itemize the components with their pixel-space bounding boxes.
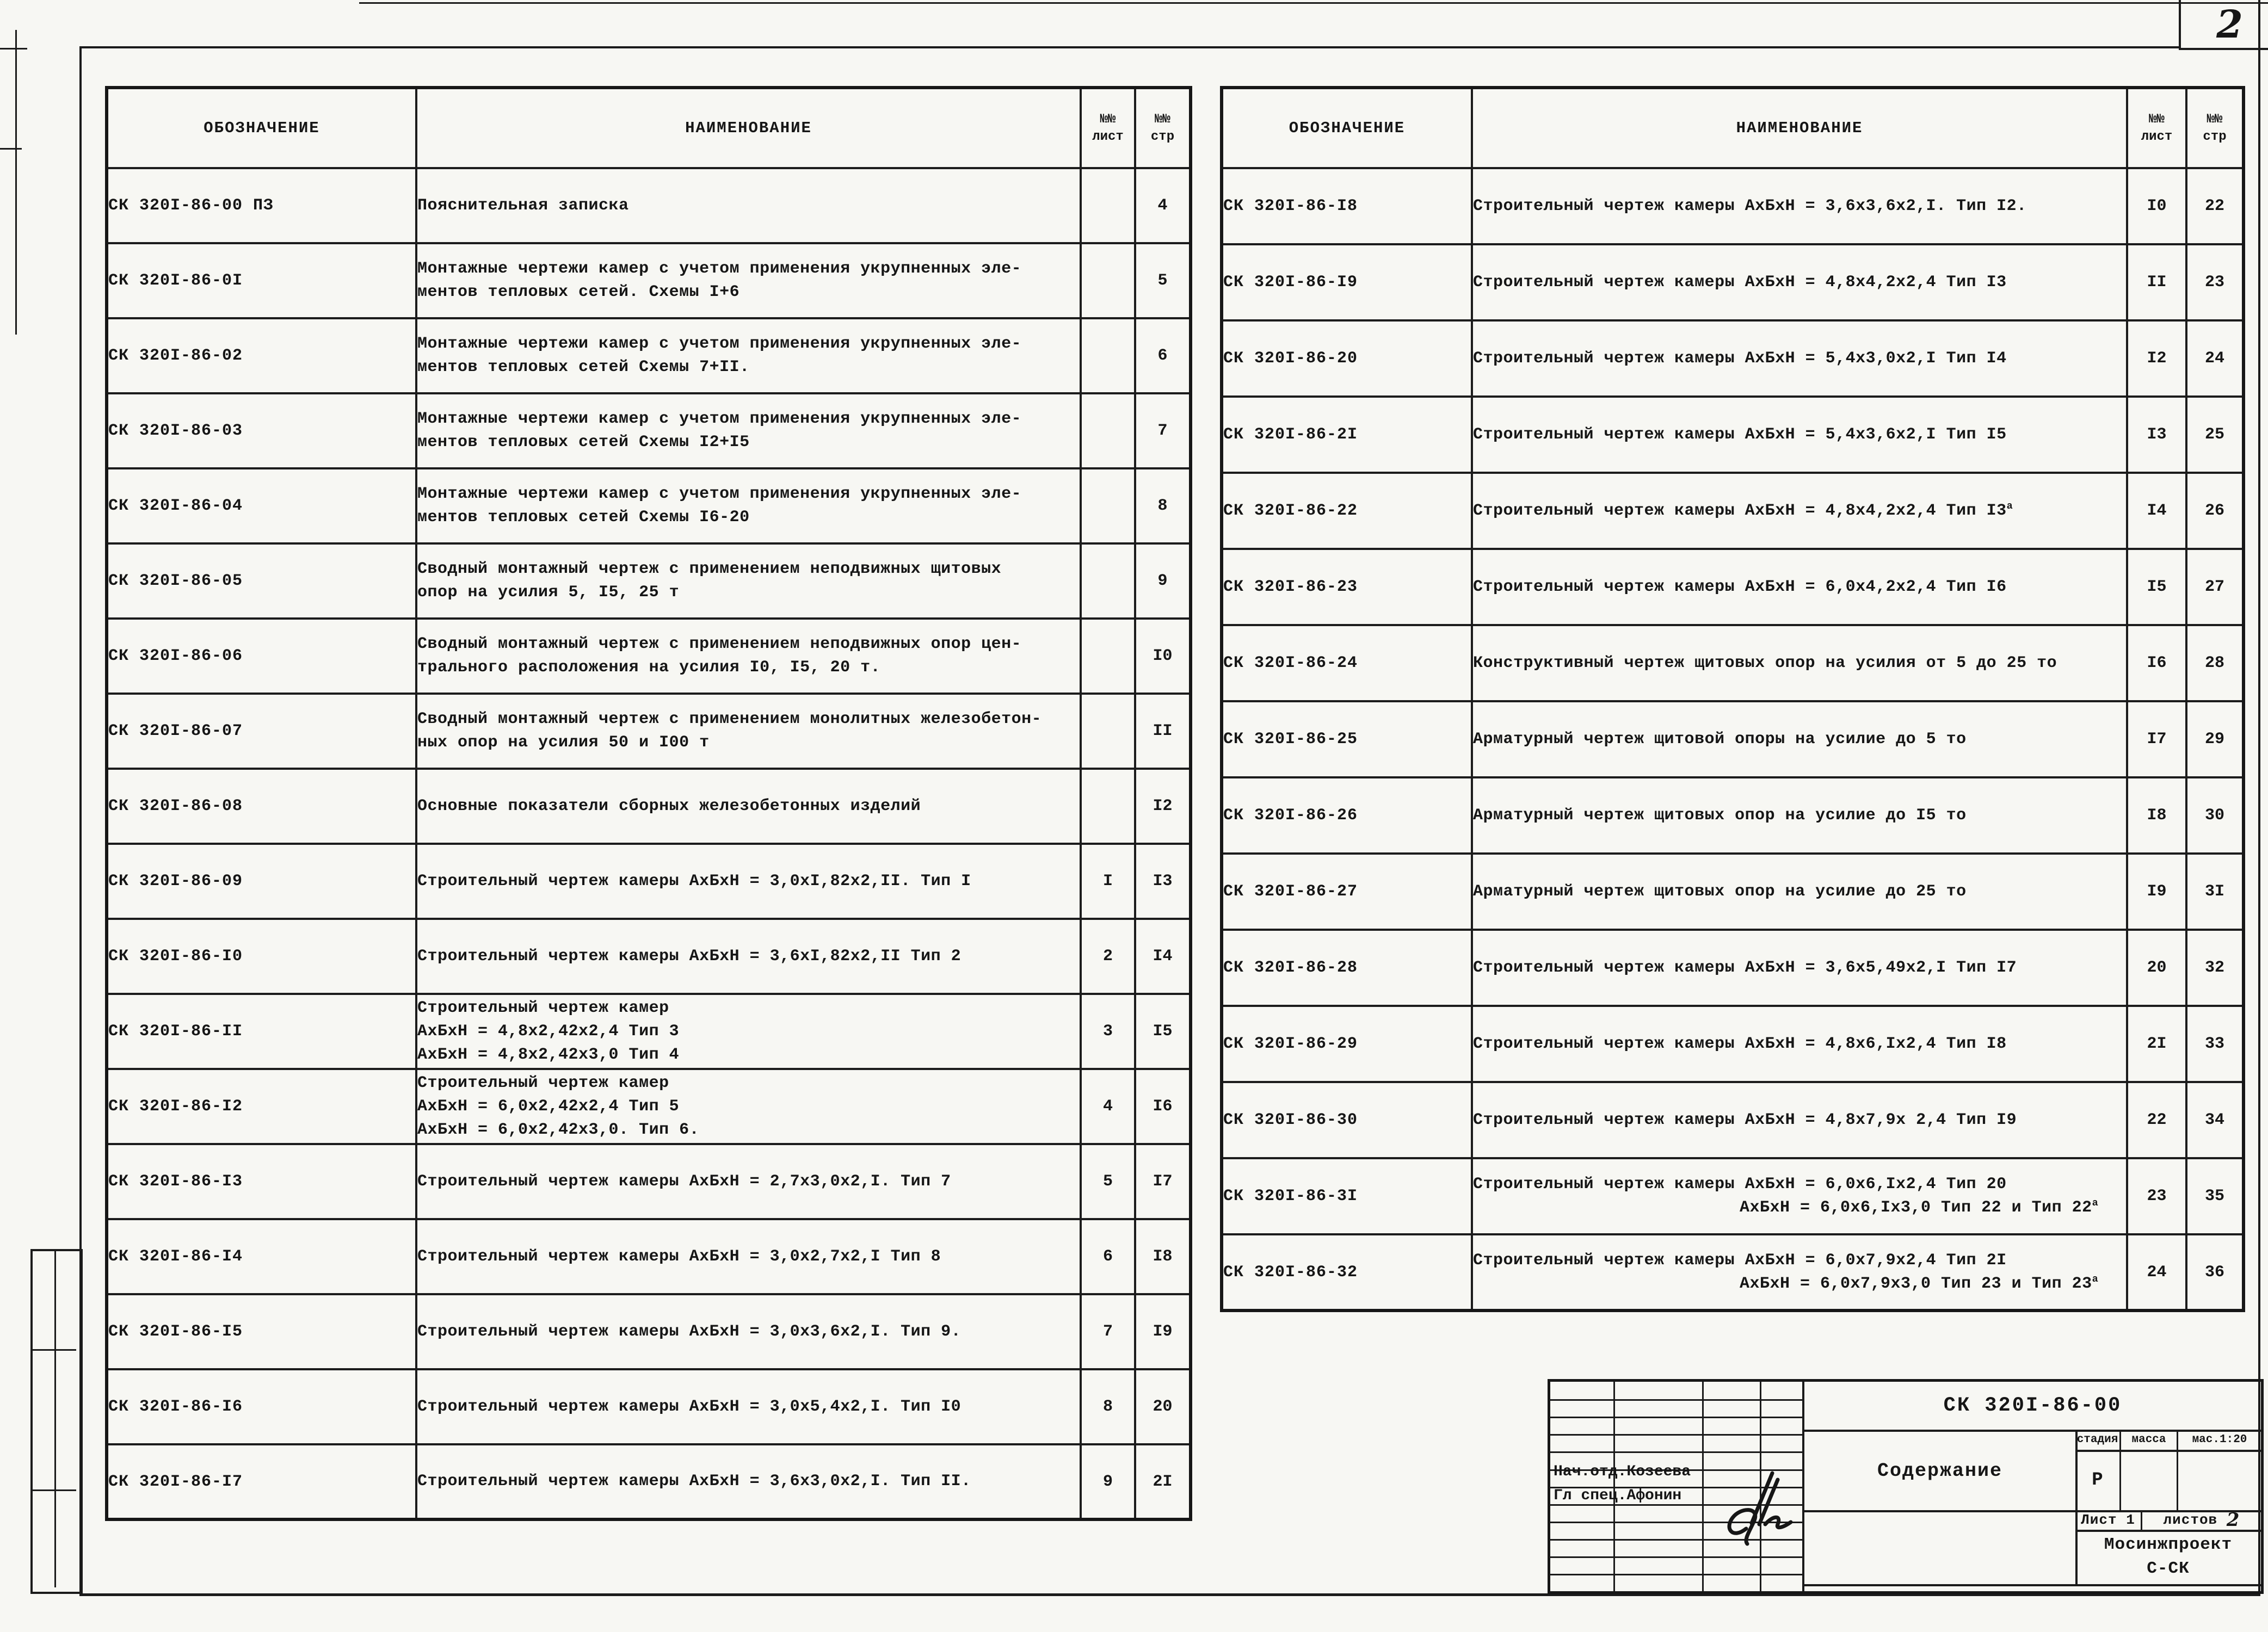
approver-name: Нач.отд.Козеева — [1554, 1463, 1691, 1480]
drawing-code: СК 320I-86-0I — [107, 243, 416, 318]
table-row — [107, 543, 1191, 619]
sheet-number: I0 — [2127, 168, 2186, 244]
page-number: 26 — [2186, 473, 2244, 549]
sheets-label: листов — [2163, 1512, 2218, 1528]
drawing-title: Монтажные чертежи камер с учетом применения укрупненных эле- ментов тепловых сетей Схемы 7+II. — [416, 318, 1081, 393]
page-number: 2 — [2216, 1, 2243, 47]
page-number: 29 — [2186, 701, 2244, 777]
sheet-number: II — [2127, 244, 2186, 320]
drawing-code: СК 320I-86-06 — [107, 619, 416, 694]
drawing-code: СК 320I-86-I3 — [107, 1144, 416, 1219]
drawing-title: Строительный чертеж камеры АхБхН = 6,0х4,2х2,4 Тип I6 — [1472, 549, 2127, 625]
page-number: I5 — [1135, 994, 1191, 1069]
drawing-code: СК 320I-86-I6 — [107, 1369, 416, 1444]
sheet-number: 5 — [1081, 1144, 1135, 1219]
drawing-title: Строительный чертеж камеры АхБхН = 2,7х3,0х2,I. Тип 7 — [416, 1144, 1081, 1219]
table-row — [1222, 701, 2244, 777]
column-header-page-no: №№ — [1155, 112, 1170, 127]
sheet-number: 2I — [2127, 1006, 2186, 1082]
drawing-title: Строительный чертеж камеры АхБхН = 4,8х6,Iх2,4 Тип I8 — [1472, 1006, 2127, 1082]
mass-label: масса — [2131, 1433, 2166, 1446]
page-number: 9 — [1135, 543, 1191, 619]
stage-label: стадия — [2076, 1433, 2118, 1446]
page-number: 20 — [1135, 1369, 1191, 1444]
sheet-number: I7 — [2127, 701, 2186, 777]
page-number: 4 — [1135, 168, 1191, 243]
drawing-title: Пояснительная записка — [416, 168, 1081, 243]
table-row — [1222, 168, 2244, 244]
column-header-page-no: №№ — [2207, 112, 2223, 127]
drawing-title: Строительный чертеж камеры АхБхН = 4,8х4,2х2,4 Тип $I3^а$ — [1472, 473, 2127, 549]
header-row — [107, 88, 1191, 168]
drawing-code: СК 320I-86-04 — [107, 468, 416, 543]
drawing-title: Строительный чертеж камеры АхБхН = 3,6х3,0х2,I. Тип II. — [416, 1444, 1081, 1519]
drawing-title: Строительный чертеж камеры АхБхН = 3,0х5,4х2,I. Тип I0 — [416, 1369, 1081, 1444]
drawing-title: Сводный монтажный чертеж с применением неподвижных щитовых опор на усилия 5, I5, 25 т — [416, 543, 1081, 619]
drawing-code: СК 320I-86-24 — [1222, 625, 1472, 701]
drawing-code: СК 320I-86-05 — [107, 543, 416, 619]
sheet-number — [1081, 769, 1135, 844]
drawing-code: СК 320I-86-09 — [107, 844, 416, 919]
table-row — [107, 168, 1191, 243]
drawing-code: СК 320I-86-I4 — [107, 1219, 416, 1294]
frame-right-line — [2258, 0, 2260, 1596]
page-number: I0 — [1135, 619, 1191, 694]
drawing-title: Строительный чертеж камеры АхБхН = 3,0хI,82х2,II. Тип I — [416, 844, 1081, 919]
table-row — [1222, 1234, 2244, 1310]
sheet-cell — [2075, 1510, 2141, 1530]
sheet-number — [1081, 468, 1135, 543]
sheet-number: 2 — [1081, 919, 1135, 994]
left-margin-tick — [0, 148, 22, 150]
page-number: 34 — [2186, 1082, 2244, 1158]
table-row — [1222, 320, 2244, 397]
signature-icon — [1714, 1463, 1811, 1550]
page-number: 28 — [2186, 625, 2244, 701]
revision-strip-divider — [33, 1489, 76, 1491]
sheet-number: I9 — [2127, 854, 2186, 930]
drawing-code: СК 320I-86-32 — [1222, 1234, 1472, 1310]
organization-dept: С-СК — [2147, 1559, 2190, 1578]
table-row — [1222, 549, 2244, 625]
drawing-title: Строительный чертеж камеры АхБхН = 6,0х6,Iх2,4 Тип 20 АхБхН = 6,0х6,Iх3,0 Тип 22 и Тип $22^а$ — [1472, 1158, 2127, 1234]
drawing-title: Строительный чертеж камеры АхБхН = 5,4х3,0х2,I Тип I4 — [1472, 320, 2127, 397]
table-row — [107, 318, 1191, 393]
sheet-number — [1081, 543, 1135, 619]
stage-value: Р — [2092, 1469, 2103, 1491]
sheet-number: I3 — [2127, 397, 2186, 473]
page-number-box-bottom-line — [2179, 48, 2268, 50]
drawing-title: Строительный чертеж камеры АхБхН = 4,8х4,2х2,4 Тип I3 — [1472, 244, 2127, 320]
sheet-number: I5 — [2127, 549, 2186, 625]
scale-label: мас.1:20 — [2192, 1433, 2247, 1446]
column-header-sheet-word: лист — [1092, 129, 1124, 144]
page-number: 3I — [2186, 854, 2244, 930]
sheet-number: I8 — [2127, 777, 2186, 854]
sheet-number — [1081, 694, 1135, 769]
column-header-page — [2186, 88, 2244, 168]
drawing-title: Монтажные чертежи камер с учетом применения укрупненных эле- ментов тепловых сетей Схемы I6-20 — [416, 468, 1081, 543]
sheet-number — [1081, 243, 1135, 318]
drawing-title: Строительный чертеж камеры АхБхН = 3,0х3,6х2,I. Тип 9. — [416, 1294, 1081, 1369]
contents-table-right — [1220, 86, 2245, 1312]
sheet-number: I4 — [2127, 473, 2186, 549]
drawing-title: Строительный чертеж камеры АхБхН = 3,6х3,6х2,I. Тип I2. — [1472, 168, 2127, 244]
page-number: I2 — [1135, 769, 1191, 844]
sheets-value: 2 — [2226, 1509, 2240, 1531]
drawing-code: СК 320I-86-3I — [1222, 1158, 1472, 1234]
drawing-code: СК 320I-86-29 — [1222, 1006, 1472, 1082]
page-number: 7 — [1135, 393, 1191, 468]
page-number: 36 — [2186, 1234, 2244, 1310]
left-margin-tick — [0, 48, 27, 50]
sheet-number: I — [1081, 844, 1135, 919]
drawing-title: Строительный чертеж камеры АхБхН = 3,6хI,82х2,II Тип 2 — [416, 919, 1081, 994]
organization-cell — [2075, 1530, 2261, 1584]
title-block — [1548, 1379, 2264, 1594]
page-number: I8 — [1135, 1219, 1191, 1294]
page-number: I3 — [1135, 844, 1191, 919]
drawing-title: Строительный чертеж камеры АхБхН = 3,0х2,7х2,I Тип 8 — [416, 1219, 1081, 1294]
drawing-code: СК 320I-86-00 ПЗ — [107, 168, 416, 243]
scan-top-edge-line — [359, 2, 2268, 4]
table-row — [1222, 1158, 2244, 1234]
page-number: 32 — [2186, 930, 2244, 1006]
page-number: 2I — [1135, 1444, 1191, 1519]
sheet-number: 4 — [1081, 1069, 1135, 1144]
header-row — [1222, 88, 2244, 168]
drawing-title: Строительный чертеж камеры АхБхН = 3,6х5,49х2,I Тип I7 — [1472, 930, 2127, 1006]
page-number: 6 — [1135, 318, 1191, 393]
sheet-number: 9 — [1081, 1444, 1135, 1519]
column-header-designation: ОБОЗНАЧЕНИЕ — [107, 88, 416, 168]
drawing-code: СК 320I-86-03 — [107, 393, 416, 468]
column-header-page-word: стр — [1150, 129, 1175, 144]
titleblock-doc-number: СК 320I-86-00 — [1943, 1394, 2122, 1417]
approver-name: Гл спец.Афонин — [1554, 1487, 1682, 1504]
table-row — [107, 243, 1191, 318]
drawing-code: СК 320I-86-I7 — [107, 1444, 416, 1519]
drawing-code: СК 320I-86-II — [107, 994, 416, 1069]
frame-top-line — [79, 46, 2181, 48]
page-number: 30 — [2186, 777, 2244, 854]
table-row — [1222, 930, 2244, 1006]
drawing-title: Строительный чертеж камер АхБхН = 4,8х2,42х2,4 Тип 3 АхБхН = 4,8х2,42х3,0 Тип 4 — [416, 994, 1081, 1069]
sheet-number: 6 — [1081, 1219, 1135, 1294]
sheet-number: 24 — [2127, 1234, 2186, 1310]
sheets-cell — [2142, 1510, 2261, 1530]
table-row — [107, 1219, 1191, 1294]
sheet-label: Лист — [2081, 1512, 2117, 1528]
sheet-number: 3 — [1081, 994, 1135, 1069]
table-row — [1222, 244, 2244, 320]
drawing-code: СК 320I-86-20 — [1222, 320, 1472, 397]
sheet-number: 7 — [1081, 1294, 1135, 1369]
revision-strip — [30, 1249, 83, 1594]
table-row — [1222, 625, 2244, 701]
drawing-code: СК 320I-86-I9 — [1222, 244, 1472, 320]
page-number: I7 — [1135, 1144, 1191, 1219]
drawing-code: СК 320I-86-30 — [1222, 1082, 1472, 1158]
table-row — [107, 1069, 1191, 1144]
page-number: 24 — [2186, 320, 2244, 397]
drawing-title: Арматурный чертеж щитовой опоры на усилие до 5 то — [1472, 701, 2127, 777]
page-number: 8 — [1135, 468, 1191, 543]
drawing-code: СК 320I-86-28 — [1222, 930, 1472, 1006]
page-number: 27 — [2186, 549, 2244, 625]
page-number: 22 — [2186, 168, 2244, 244]
titleblock-title: Содержание — [1877, 1460, 2003, 1482]
table-row — [1222, 1082, 2244, 1158]
sheet-number: I6 — [2127, 625, 2186, 701]
drawing-title: Конструктивный чертеж щитовых опор на усилия от 5 до 25 то — [1472, 625, 2127, 701]
table-row — [107, 1294, 1191, 1369]
table-row — [107, 619, 1191, 694]
drawing-title: Строительный чертеж камеры АхБхН = 4,8х7,9х 2,4 Тип I9 — [1472, 1082, 2127, 1158]
drawing-code: СК 320I-86-22 — [1222, 473, 1472, 549]
contents-table-left — [105, 86, 1192, 1521]
page-number: II — [1135, 694, 1191, 769]
table-row — [107, 1144, 1191, 1219]
page-number: I6 — [1135, 1069, 1191, 1144]
page-number: 33 — [2186, 1006, 2244, 1082]
drawing-code: СК 320I-86-I8 — [1222, 168, 1472, 244]
drawing-code: СК 320I-86-27 — [1222, 854, 1472, 930]
drawing-title: Монтажные чертежи камер с учетом применения укрупненных эле- ментов тепловых сетей Схемы I2+I5 — [416, 393, 1081, 468]
drawing-code: СК 320I-86-07 — [107, 694, 416, 769]
sheet-number: 8 — [1081, 1369, 1135, 1444]
table-row — [107, 844, 1191, 919]
table-row — [107, 1444, 1191, 1519]
drawing-code: СК 320I-86-08 — [107, 769, 416, 844]
revision-strip-divider — [54, 1251, 56, 1587]
drawing-code: СК 320I-86-02 — [107, 318, 416, 393]
sheet-number: I2 — [2127, 320, 2186, 397]
column-header-name: НАИМЕНОВАНИЕ — [1472, 88, 2127, 168]
drawing-code: СК 320I-86-I2 — [107, 1069, 416, 1144]
organization-name: Мосинжпроект — [2104, 1535, 2233, 1554]
sheet-number — [1081, 168, 1135, 243]
column-header-page-word: стр — [2203, 129, 2227, 144]
drawing-title: Арматурный чертеж щитовых опор на усилие до I5 то — [1472, 777, 2127, 854]
sheet-number: 20 — [2127, 930, 2186, 1006]
page-number: 23 — [2186, 244, 2244, 320]
sheet-number — [1081, 393, 1135, 468]
sheet-number — [1081, 318, 1135, 393]
drawing-title: Монтажные чертежи камер с учетом применения укрупненных эле- ментов тепловых сетей. Схемы I+6 — [416, 243, 1081, 318]
drawing-title: Строительный чертеж камер АхБхН = 6,0х2,42х2,4 Тип 5 АхБхН = 6,0х2,42х3,0. Тип 6. — [416, 1069, 1081, 1144]
left-margin-line — [15, 30, 17, 335]
drawing-code: СК 320I-86-I0 — [107, 919, 416, 994]
revision-strip-divider — [33, 1349, 76, 1351]
table-row — [107, 393, 1191, 468]
column-header-sheet — [1081, 88, 1135, 168]
drawing-code: СК 320I-86-26 — [1222, 777, 1472, 854]
table-row — [107, 468, 1191, 543]
page-number: 25 — [2186, 397, 2244, 473]
table-row — [1222, 777, 2244, 854]
column-header-name: НАИМЕНОВАНИЕ — [416, 88, 1081, 168]
column-header-designation: ОБОЗНАЧЕНИЕ — [1222, 88, 1472, 168]
sheet-value: 1 — [2126, 1512, 2135, 1528]
table-row — [107, 919, 1191, 994]
table-row — [1222, 473, 2244, 549]
page-number: 5 — [1135, 243, 1191, 318]
page-number: I4 — [1135, 919, 1191, 994]
table-row — [1222, 1006, 2244, 1082]
sheet-number: 23 — [2127, 1158, 2186, 1234]
drawing-code: СК 320I-86-I5 — [107, 1294, 416, 1369]
table-row — [1222, 854, 2244, 930]
column-header-sheet-no: №№ — [2149, 112, 2165, 127]
drawing-code: СК 320I-86-23 — [1222, 549, 1472, 625]
drawing-title: Строительный чертеж камеры АхБхН = 5,4х3,6х2,I Тип I5 — [1472, 397, 2127, 473]
sheet-number — [1081, 619, 1135, 694]
column-header-page — [1135, 88, 1191, 168]
table-row — [107, 1369, 1191, 1444]
drawing-code: СК 320I-86-2I — [1222, 397, 1472, 473]
page-number: 35 — [2186, 1158, 2244, 1234]
table-row — [1222, 397, 2244, 473]
column-header-sheet-no: №№ — [1100, 112, 1116, 127]
column-header-sheet — [2127, 88, 2186, 168]
column-header-sheet-word: лист — [2141, 129, 2173, 144]
table-row — [107, 769, 1191, 844]
drawing-title: Строительный чертеж камеры АхБхН = 6,0х7,9х2,4 Тип 2I АхБхН = 6,0х7,9х3,0 Тип 23 и Тип $23^а$ — [1472, 1234, 2127, 1310]
page-number: I9 — [1135, 1294, 1191, 1369]
drawing-title: Арматурный чертеж щитовых опор на усилие до 25 то — [1472, 854, 2127, 930]
drawing-title: Сводный монтажный чертеж с применением монолитных железобетон- ных опор на усилия 50 и I00 т — [416, 694, 1081, 769]
sheet-number: 22 — [2127, 1082, 2186, 1158]
drawing-title: Сводный монтажный чертеж с применением неподвижных опор цен- трального расположения на усилия I0, I5, 20 т. — [416, 619, 1081, 694]
table-row — [107, 694, 1191, 769]
page-number-box-left-line — [2179, 0, 2181, 49]
drawing-code: СК 320I-86-25 — [1222, 701, 1472, 777]
table-row — [107, 994, 1191, 1069]
drawing-title: Основные показатели сборных железобетонных изделий — [416, 769, 1081, 844]
